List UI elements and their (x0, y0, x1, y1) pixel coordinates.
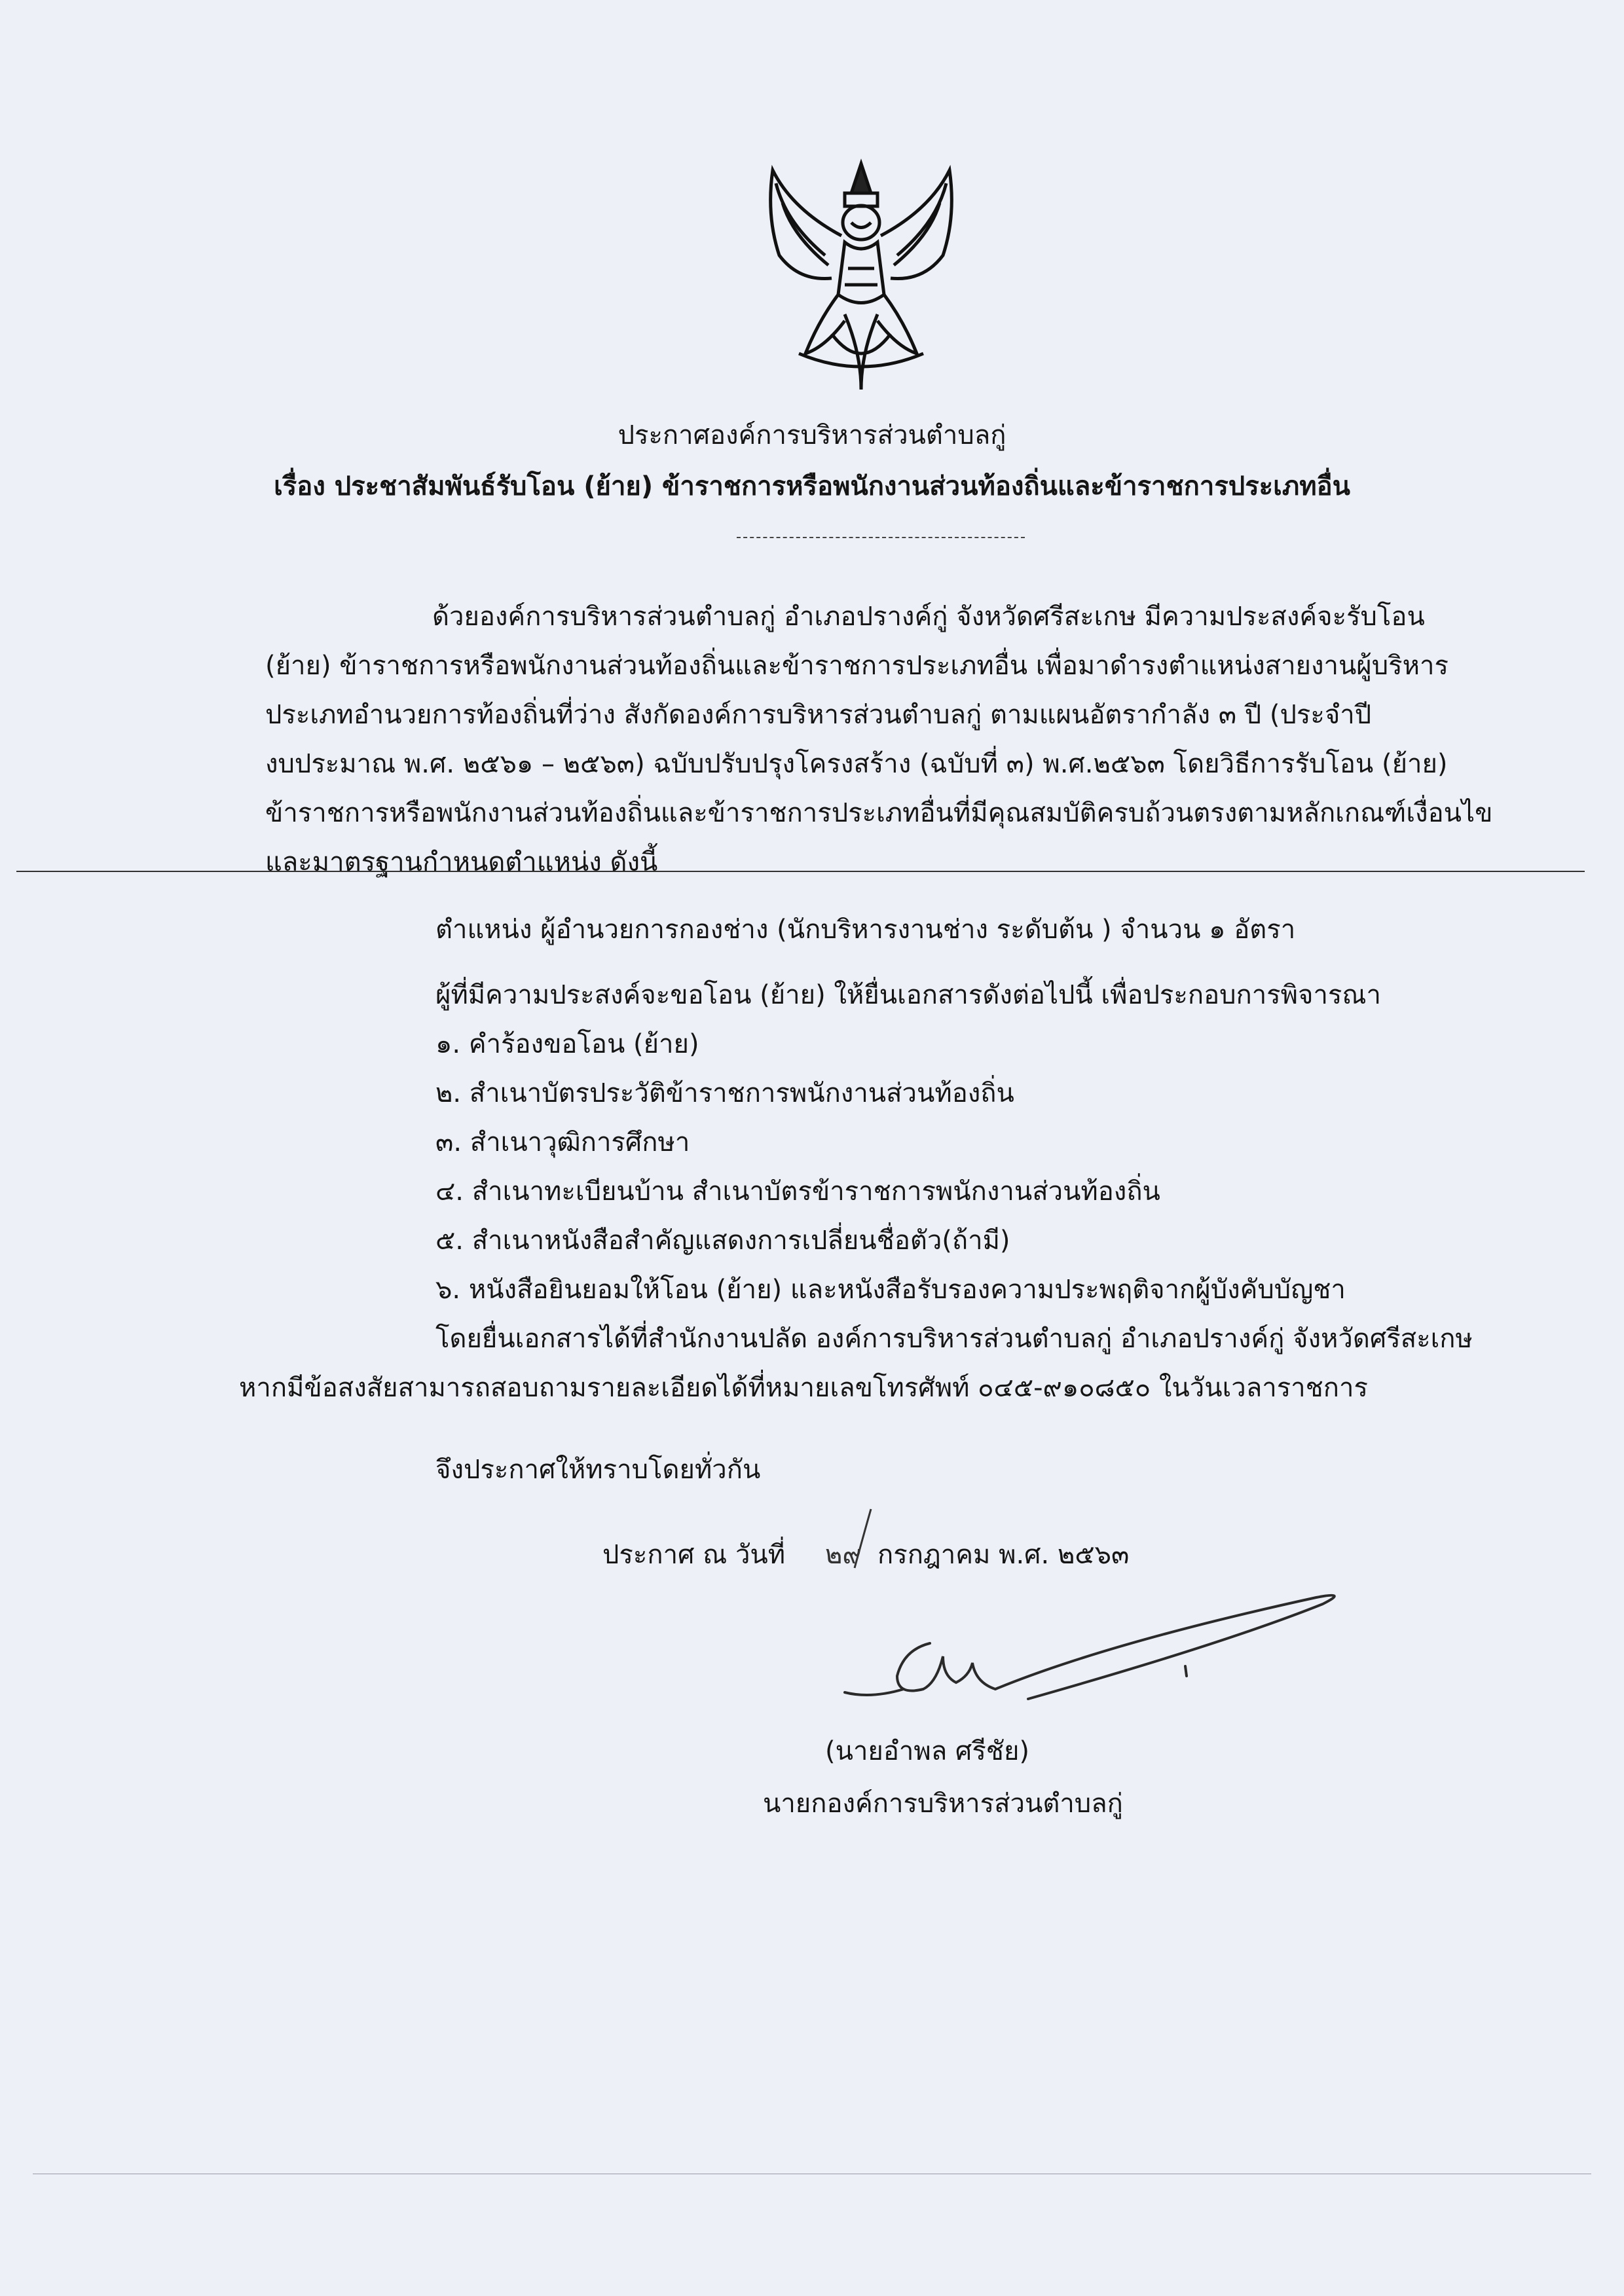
intro-line-5: ข้าราชการหรือพนักงานส่วนท้องถิ่นและข้าราชการประเภทอื่นที่มีคุณสมบัติครบถ้วนตรงตามหลักเกณฑ์เงื่อนไข (265, 798, 1493, 828)
date-prefix: ประกาศ ณ วันที่ (602, 1540, 786, 1570)
garuda-emblem (753, 157, 969, 399)
date-day: ๒๙ (825, 1540, 862, 1570)
intro-line-2: (ย้าย) ข้าราชการหรือพนักงานส่วนท้องถิ่นและข้าราชการประเภทอื่น เพื่อมาดำรงตำแหน่งสายงานผู้บริหาร (265, 651, 1449, 681)
position-line: ตำแหน่ง ผู้อำนวยการกองช่าง (นักบริหารงานช่าง ระดับต้น ) จำนวน ๑ อัตรา (435, 915, 1296, 945)
document-item-1: ๑. คำร้องขอโอน (ย้าย) (435, 1029, 699, 1059)
intro-line-3: ประเภทอำนวยการท้องถิ่นที่ว่าง สังกัดองค์การบริหารส่วนตำบลกู่ ตามแผนอัตรากำลัง ๓ ปี (ประจำปี (265, 700, 1372, 730)
document-item-5: ๕. สำเนาหนังสือสำคัญแสดงการเปลี่ยนชื่อตัว(ถ้ามี) (435, 1226, 1010, 1256)
scan-fold-line (16, 871, 1585, 872)
announcement-subject: เรื่อง ประชาสัมพันธ์รับโอน (ย้าย) ข้าราชการหรือพนักงานส่วนท้องถิ่นและข้าราชการประเภทอื่น (274, 471, 1350, 501)
signer-title: นายกองค์การบริหารส่วนตำบลกู่ (763, 1789, 1123, 1819)
intro-line-6: และมาตรฐานกำหนดตำแหน่ง ดังนี้ (265, 847, 658, 877)
intro-line-1: ด้วยองค์การบริหารส่วนตำบลกู่ อำเภอปรางค์กู่ จังหวัดศรีสะเกษ มีความประสงค์จะรับโอน (432, 602, 1425, 632)
document-item-2: ๒. สำเนาบัตรประวัติข้าราชการพนักงานส่วนท้องถิ่น (435, 1078, 1014, 1108)
submit-line-2: หากมีข้อสงสัยสามารถสอบถามรายละเอียดได้ที่หมายเลขโทรศัพท์ ๐๔๕-๙๑๐๘๕๐ ในวันเวลาราชการ (239, 1373, 1368, 1403)
submit-line-1: โดยยื่นเอกสารได้ที่สำนักงานปลัด องค์การบริหารส่วนตำบลกู่ อำเภอปรางค์กู่ จังหวัดศรีสะเกษ (435, 1324, 1473, 1354)
document-item-4: ๔. สำเนาทะเบียนบ้าน สำเนาบัตรข้าราชการพนักงานส่วนท้องถิ่น (435, 1176, 1160, 1207)
closing-line: จึงประกาศให้ทราบโดยทั่วกัน (435, 1455, 761, 1485)
date-handwriting-mark (819, 1506, 897, 1578)
documents-intro: ผู้ที่มีความประสงค์จะขอโอน (ย้าย) ให้ยื่นเอกสารดังต่อไปนี้ เพื่อประกอบการพิจารณา (435, 980, 1381, 1010)
date-suffix: กรกฎาคม พ.ศ. ๒๕๖๓ (877, 1540, 1130, 1570)
announcement-title: ประกาศองค์การบริหารส่วนตำบลกู่ (618, 420, 1006, 450)
title-divider (737, 537, 1025, 538)
document-item-6: ๖. หนังสือยินยอมให้โอน (ย้าย) และหนังสือรับรองความประพฤติจากผู้บังคับบัญชา (435, 1275, 1346, 1305)
handwritten-signature (832, 1584, 1356, 1722)
signer-name: (นายอำพล ศรีชัย) (825, 1736, 1029, 1766)
document-item-3: ๓. สำเนาวุฒิการศึกษา (435, 1127, 690, 1157)
intro-line-4: งบประมาณ พ.ศ. ๒๕๖๑ – ๒๕๖๓) ฉบับปรับปรุงโครงสร้าง (ฉบับที่ ๓) พ.ศ.๒๕๖๓ โดยวิธีการรับโอน (ย้าย) (265, 749, 1448, 779)
